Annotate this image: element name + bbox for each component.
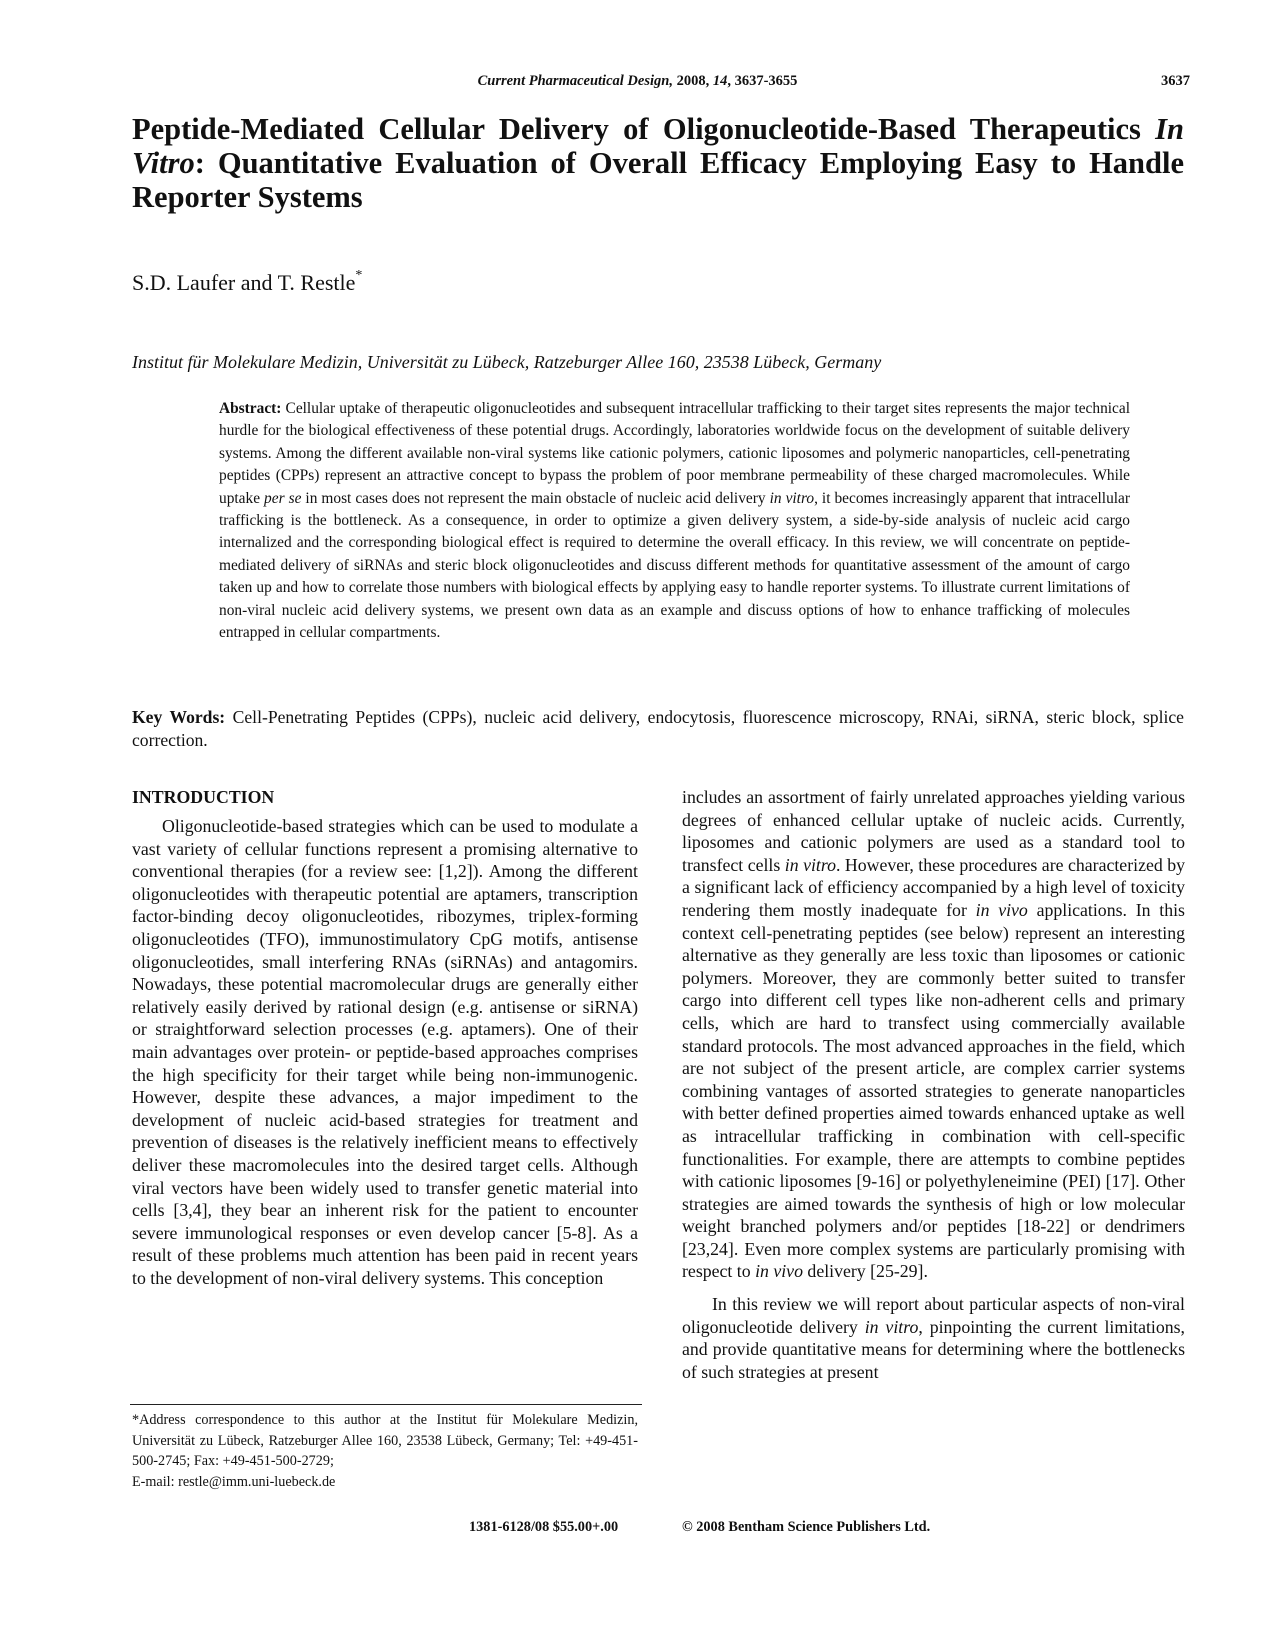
footnote-divider [130,1404,642,1405]
authors [132,267,363,296]
abstract-text-2: in most cases does not represent the main obstacle of nucleic acid delivery [301,489,770,507]
author-names: S.D. Laufer and T. Restle [132,270,356,295]
intro-paragraph-2 [682,1293,1185,1383]
para-text: . However, these procedures are characterized by a significant lack of efficiency accompanied by a high level of toxicity rendering them mostly inadequate for [682,854,1186,920]
journal-name: Current Pharmaceutical Design, [477,73,673,89]
title-part-1: Peptide-Mediated Cellular Delivery of Oligonucleotide-Based Therapeutics [132,112,1156,146]
para-text: delivery [25-29]. [802,1261,928,1282]
para-italic: in vivo [975,899,1028,920]
journal-pages: , 3637-3655 [727,73,798,89]
paper-title [132,112,1184,214]
abstract-text-3: , it becomes increasingly apparent that intracellular trafficking is the bottleneck. As a consequence, in order to optimize a given delivery system, a side-by-side analysis of nucleic acid cargo internalized and the corresponding biological effect is required to determine the overall efficacy. In this review, we will concentrate on peptide-mediated delivery of siRNAs and steric block oligonucleotides and discuss different methods for quantitative assessment of the amount of cargo taken up and how to correlate those numbers with biological effects by applying easy to handle reporter systems. To illustrate current limitations of non-viral nucleic acid delivery systems, we present own data as an example and discuss options of how to enhance trafficking of molecules entrapped in cellular compartments. [219,489,1131,642]
para-italic: in vivo [755,1261,803,1282]
para-text: includes an assortment of fairly unrelated approaches yielding various degrees of enhanced cellular uptake of nucleic acids. Currently, liposomes and cationic polymers are used as a standard tool to transfect cells [682,787,1185,875]
journal-volume: 14 [712,73,728,89]
keywords [132,706,1184,751]
abstract-label: Abstract: [219,400,282,417]
page-number: 3637 [1161,73,1190,89]
right-column [682,786,1185,1383]
title-italic: In Vitro [132,112,1184,180]
abstract [219,398,1130,644]
left-column [132,786,638,1289]
affiliation: Institut für Molekulare Medizin, Universität zu Lübeck, Ratzeburger Allee 160, 23538 Lübeck, Germany [132,352,882,372]
journal-citation [0,73,1275,90]
title-part-3: : Quantitative Evaluation of Overall Efficacy Employing Easy to Handle Reporter Systems [132,146,1184,214]
footnote-email: E-mail: restle@imm.uni-luebeck.de [132,1473,336,1490]
journal-year: 2008, [672,73,713,89]
section-heading-introduction: INTRODUCTION [132,787,275,807]
para-text: In this review we will report about particular aspects of non-viral oligonucleotide delivery [682,1294,1185,1337]
intro-paragraph-1-continued [682,786,1185,1283]
footnote [132,1410,638,1492]
abstract-italic-1: per se [264,489,302,507]
abstract-italic-2: in vitro [769,489,815,507]
footer-issn: 1381-6128/08 $55.00+.00 [469,1519,619,1535]
keywords-label: Key Words: [132,707,226,727]
para-text: applications. In this context cell-penetrating peptides (see below) represent an interesting alternative as they generally are less toxic than liposomes or cationic polymers. Moreover, they are commonly better suited to transfer cargo into different cell types like non-adherent cells and primary cells, which are hard to transfect using commercially available standard protocols. The most advanced approaches in the field, which are not subject of the present article, are complex carrier systems combining vantages of assorted strategies to generate nanoparticles with better defined properties aimed towards enhanced uptake as well as intracellular trafficking in combination with cell-specific functionalities. For example, there are attempts to combine peptides with cationic liposomes [9-16] or polyethyleneimine (PEI) [17]. Other strategies are aimed towards the synthesis of high or low molecular weight branched polymers and/or peptides [18-22] or dendrimers [23,24]. Even more complex systems are particularly promising with respect to [682,899,1185,1282]
abstract-text-1: Cellular uptake of therapeutic oligonucleotides and subsequent intracellular trafficking to their target sites represents the major technical hurdle for the biological effectiveness of these potential drugs. Accordingly, laboratories worldwide focus on the development of suitable delivery systems. Among the different available non-viral systems like cationic polymers, cationic liposomes and polymeric nanoparticles, cell-penetrating peptides (CPPs) represent an attractive concept to bypass the problem of poor membrane permeability of these charged macromolecules. While uptake [219,400,1130,507]
para-italic: in vitro [784,854,836,875]
para-italic: in vitro [864,1316,919,1337]
keywords-text: Cell-Penetrating Peptides (CPPs), nucleic acid delivery, endocytosis, fluorescence microscopy, RNAi, siRNA, steric block, splice correction. [132,707,1184,750]
para-text: , pinpointing the current limitations, and provide quantitative means for determining where the bottlenecks of such strategies at present [682,1316,1186,1382]
corresponding-author-mark: * [355,267,363,283]
footer-copyright: © 2008 Bentham Science Publishers Ltd. [682,1519,931,1535]
running-header [0,73,1275,95]
intro-paragraph-1: Oligonucleotide-based strategies which can be used to modulate a vast variety of cellular functions represent a promising alternative to conventional therapies (for a review see: [1,2]). Among the different oligonucleotides with therapeutic potential are aptamers, transcription factor-binding decoy oligonucleotides, ribozymes, triplex-forming oligonucleotides (TFO), immunostimulatory CpG motifs, antisense oligonucleotides, small interfering RNAs (siRNAs) and antagomirs. Nowadays, these potential macromolecular drugs are generally either relatively easily derived by rational design (e.g. antisense or siRNA) or straightforward selection processes (e.g. aptamers). One of their main advantages over protein- or peptide-based approaches comprises the high specificity for their target while being non-immunogenic. However, despite these advances, a major impediment to the development of nucleic acid-based strategies for treatment and prevention of diseases is the relatively inefficient means to effectively deliver these macromolecules into the desired target cells. Although viral vectors have been widely used to transfer genetic material into cells [3,4], they bear an inherent risk for the patient to encounter severe immunological responses or even develop cancer [5-8]. As a result of these problems much attention has been paid in recent years to the development of non-viral delivery systems. This conception [132,816,638,1288]
footnote-address: *Address correspondence to this author at the Institut für Molekulare Medizin, Universität zu Lübeck, Ratzeburger Allee 160, 23538 Lübeck, Germany; Tel: +49-451-500-2745; Fax: +49-451-500-2729; [132,1412,638,1469]
